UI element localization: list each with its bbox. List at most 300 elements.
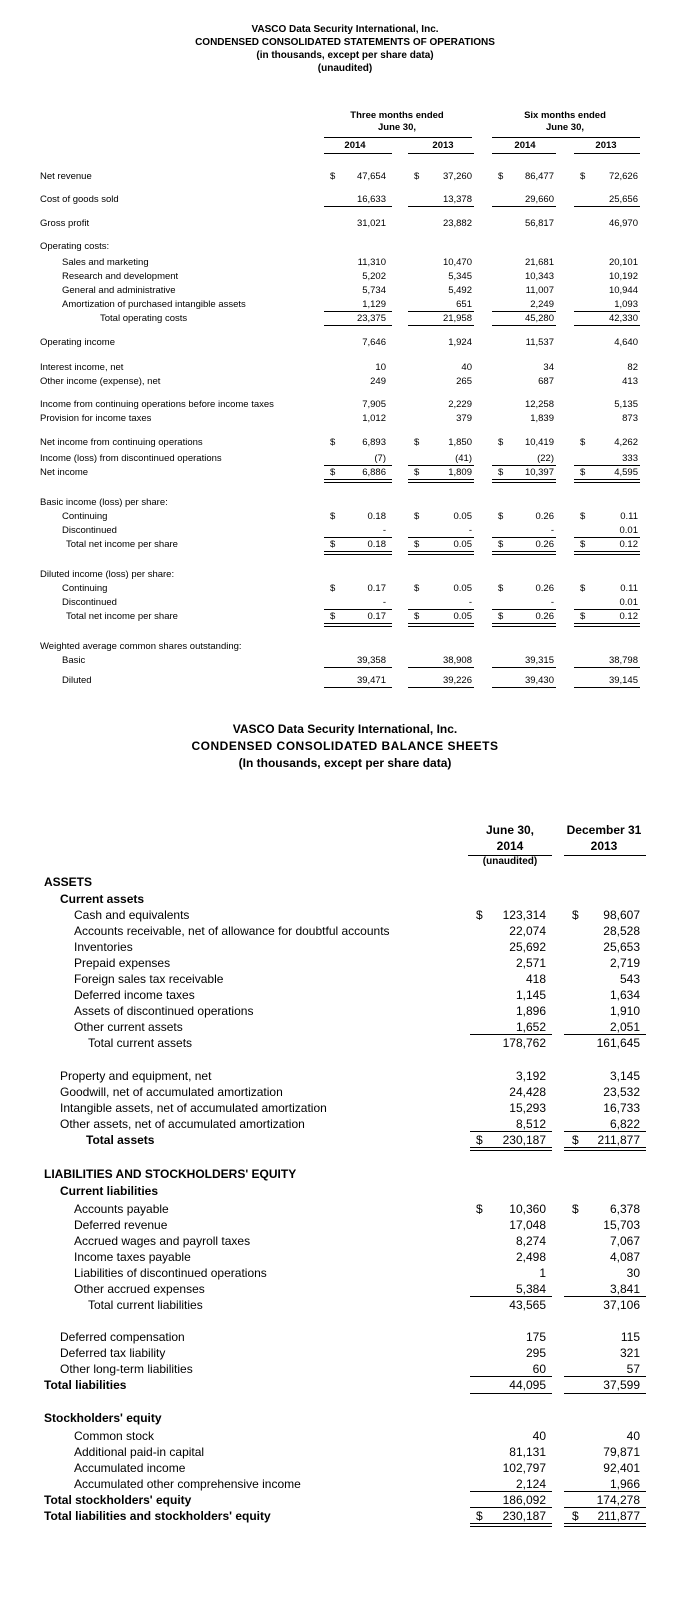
- bs-row-intangible-assets-net-of-accumulated-amortization: [0, 1100, 690, 1116]
- ops-cell-value: 4,262: [614, 437, 638, 448]
- bs-total-rule: [564, 1034, 646, 1035]
- bs-row-label: Inventories: [74, 940, 133, 954]
- bs-row-label: Deferred income taxes: [74, 988, 195, 1002]
- ops-year-rule: [492, 153, 556, 154]
- ops-row-net-income: [0, 466, 690, 479]
- ops-cell-value: 46,970: [608, 218, 638, 229]
- ops-total-rule: [324, 206, 392, 207]
- ops-row-research-and-development: [0, 270, 690, 283]
- bs-cell-value: 2,498: [515, 1250, 546, 1264]
- bs-row-total-current-liabilities: [0, 1297, 690, 1313]
- bs-row-label: Total current liabilities: [88, 1298, 203, 1312]
- ops-cell-value: 249: [370, 376, 386, 387]
- ops-row-label: Total net income per share: [66, 539, 178, 550]
- ops-cell-value: 39,430: [524, 675, 554, 686]
- ops-cell-value: 20,101: [608, 257, 638, 268]
- bs-cell-value: 4,087: [609, 1250, 640, 1264]
- ops-total-rule: [492, 206, 556, 207]
- ops-row-label: Discontinued: [62, 525, 117, 536]
- ops-year-header: 2013: [595, 140, 617, 151]
- bs-cell-value: 211,877: [597, 1509, 640, 1523]
- ops-cell-value: 0.01: [619, 597, 638, 608]
- bs-total-rule: [470, 1526, 552, 1527]
- bs-currency-symbol: $: [572, 908, 579, 922]
- bs-cell-value: 321: [619, 1346, 640, 1360]
- bs-cell-value: 1,910: [609, 1004, 640, 1018]
- ops-total-rule: [492, 667, 556, 668]
- ops-cell-value: 5,734: [362, 285, 386, 296]
- ops-total-rule: [574, 537, 640, 538]
- bs-cell-value: 40: [626, 1429, 640, 1443]
- ops-total-rule: [408, 609, 474, 610]
- ops-cell-value: 0.12: [619, 539, 638, 550]
- bs-row-label: Income taxes payable: [74, 1250, 191, 1264]
- ops-total-rule: [408, 465, 474, 466]
- bs-cell-value: 81,131: [509, 1445, 546, 1459]
- ops-cell-value: 45,280: [524, 313, 554, 324]
- ops-cell-value: 0.26: [535, 583, 554, 594]
- ops-currency-symbol: $: [498, 611, 504, 622]
- ops-total-rule: [574, 551, 640, 552]
- ops-total-rule: [324, 325, 392, 326]
- ops-row-operating-income: [0, 336, 690, 349]
- bs-total-rule: [564, 1393, 646, 1394]
- bs-row-label: Current liabilities: [60, 1184, 159, 1198]
- ops-cell-value: 56,817: [524, 218, 554, 229]
- bs-cell-value: 211,877: [597, 1133, 640, 1147]
- ops-cell-value: -: [382, 597, 386, 608]
- bs-row-foreign-sales-tax-receivable: [0, 971, 690, 987]
- ops-row-discontinued: [0, 596, 690, 609]
- ops-row-income-loss-from-discontinued-operations: [0, 452, 690, 465]
- ops-cell-value: 0.05: [453, 539, 472, 550]
- bs-row-label: Current assets: [60, 892, 145, 906]
- ops-cell-value: 39,145: [608, 675, 638, 686]
- bs-row-property-and-equipment-net: [0, 1068, 690, 1084]
- ops-row-weighted-average-common-shares-outstanding: [0, 640, 690, 653]
- ops-currency-symbol: $: [580, 539, 586, 550]
- ops-cell-value: 31,021: [356, 218, 386, 229]
- bs-cell-value: 7,067: [609, 1234, 640, 1248]
- bs-cell-value: 60: [532, 1362, 546, 1376]
- ops-total-rule: [492, 311, 556, 312]
- ops-cell-value: 1,129: [362, 299, 386, 310]
- bs-total-rule: [564, 1147, 646, 1148]
- ops-cell-value: 40: [461, 362, 472, 373]
- bs-cell-value: 186,092: [502, 1493, 546, 1507]
- ops-currency-symbol: $: [414, 171, 420, 182]
- bs-row-label: Common stock: [74, 1429, 155, 1443]
- ops-total-rule: [574, 623, 640, 624]
- ops-total-rule: [324, 609, 392, 610]
- ops-row-label: Continuing: [62, 583, 108, 594]
- bs-row-label: Accumulated other comprehensive income: [74, 1477, 301, 1491]
- bs-cell-value: 161,645: [596, 1036, 640, 1050]
- ops-total-rule: [492, 465, 556, 466]
- ops-cell-value: 0.05: [453, 583, 472, 594]
- ops-row-label: Diluted: [62, 675, 92, 686]
- bs-total-rule: [564, 1376, 646, 1377]
- ops-row-label: Amortization of purchased intangible assets: [62, 299, 246, 310]
- bs-total-rule: [564, 1491, 646, 1492]
- ops-cell-value: 39,358: [356, 655, 386, 666]
- ops-row-label: Basic income (loss) per share:: [40, 497, 168, 508]
- bs-total-rule: [564, 1526, 646, 1527]
- bs-total-rule: [470, 1376, 552, 1377]
- ops-cell-value: 23,882: [442, 218, 472, 229]
- bs-row-total-liabilities-and-stockholders-equity: [0, 1508, 690, 1524]
- ops-total-rule: [408, 687, 474, 688]
- ops-cell-value: 6,893: [362, 437, 386, 448]
- bs-row-stockholders-equity: [0, 1410, 690, 1426]
- bs-currency-symbol: $: [476, 908, 483, 922]
- bs-total-rule: [470, 1491, 552, 1492]
- ops-total-rule: [324, 465, 392, 466]
- ops-total-rule: [324, 479, 392, 480]
- ops-total-rule: [324, 623, 392, 624]
- bs-cell-value: 37,599: [603, 1378, 640, 1392]
- ops-total-rule: [574, 687, 640, 688]
- ops-cell-value: -: [550, 597, 554, 608]
- ops-row-gross-profit: [0, 217, 690, 230]
- ops-row-label: Gross profit: [40, 218, 90, 229]
- bs-row-total-liabilities: [0, 1377, 690, 1393]
- ops-cell-value: 10,470: [442, 257, 472, 268]
- ops-cell-value: 0.26: [535, 539, 554, 550]
- bs-cell-value: 24,428: [509, 1085, 546, 1099]
- bs-row-total-assets: [0, 1132, 690, 1148]
- bs-row-label: Additional paid-in capital: [74, 1445, 205, 1459]
- bs-cell-value: 25,692: [509, 940, 546, 954]
- bs-cell-value: 3,841: [609, 1282, 640, 1296]
- ops-currency-symbol: $: [498, 539, 504, 550]
- bs-row-accumulated-income: [0, 1460, 690, 1476]
- ops-total-rule: [324, 311, 392, 312]
- ops-year-header: 2013: [432, 140, 454, 151]
- ops-row-label: Operating costs:: [40, 241, 110, 252]
- ops-currency-symbol: $: [580, 467, 586, 478]
- ops-cell-value: 25,656: [608, 194, 638, 205]
- ops-note: (unaudited): [317, 63, 373, 74]
- ops-total-rule: [324, 551, 392, 552]
- bs-cell-value: 23,532: [603, 1085, 640, 1099]
- bs-row-other-assets-net-of-accumulated-amortization: [0, 1116, 690, 1132]
- bs-col-june-header: June 30, 2014: [485, 823, 535, 853]
- ops-currency-symbol: $: [330, 611, 336, 622]
- bs-total-rule: [564, 1131, 646, 1132]
- ops-cell-value: 0.17: [367, 583, 386, 594]
- ops-row-diluted-income-loss-per-share: [0, 568, 690, 581]
- bs-row-assets-of-discontinued-operations: [0, 1003, 690, 1019]
- ops-total-rule: [492, 687, 556, 688]
- ops-cell-value: 265: [456, 376, 472, 387]
- ops-total-rule: [408, 554, 474, 555]
- ops-cell-value: 7,646: [362, 337, 386, 348]
- ops-cell-value: 2,229: [448, 399, 472, 410]
- ops-currency-symbol: $: [498, 467, 504, 478]
- bs-cell-value: 2,051: [609, 1020, 640, 1034]
- bs-row-accounts-payable: [0, 1201, 690, 1217]
- bs-cell-value: 3,145: [609, 1069, 640, 1083]
- ops-row-label: Total net income per share: [66, 611, 178, 622]
- bs-cell-value: 16,733: [603, 1101, 640, 1115]
- ops-cell-value: 6,886: [362, 467, 386, 478]
- bs-row-label: ASSETS: [44, 875, 93, 889]
- ops-currency-symbol: $: [414, 539, 420, 550]
- bs-row-income-taxes-payable: [0, 1249, 690, 1265]
- ops-row-other-income-expense-net: [0, 375, 690, 388]
- ops-total-rule: [492, 537, 556, 538]
- ops-row-label: Total operating costs: [100, 313, 188, 324]
- ops-cell-value: 4,595: [614, 467, 638, 478]
- ops-currency-symbol: $: [330, 539, 336, 550]
- ops-cell-value: 10,944: [608, 285, 638, 296]
- bs-row-inventories: [0, 939, 690, 955]
- ops-year-header: 2014: [344, 140, 366, 151]
- bs-row-other-accrued-expenses: [0, 1281, 690, 1297]
- ops-total-rule: [492, 551, 556, 552]
- ops-cell-value: 0.05: [453, 611, 472, 622]
- ops-cell-value: 1,012: [362, 413, 386, 424]
- ops-subtitle: (in thousands, except per share data): [256, 50, 434, 61]
- bs-cell-value: 1,652: [515, 1020, 546, 1034]
- ops-row-net-income-from-continuing-operations: [0, 436, 690, 449]
- ops-row-discontinued: [0, 524, 690, 537]
- ops-currency-symbol: $: [580, 611, 586, 622]
- bs-cell-value: 2,124: [515, 1477, 546, 1491]
- bs-row-label: Liabilities of discontinued operations: [74, 1266, 267, 1280]
- bs-row-label: Cash and equivalents: [74, 908, 190, 922]
- bs-cell-value: 30: [626, 1266, 640, 1280]
- ops-total-rule: [408, 551, 474, 552]
- ops-title: CONDENSED CONSOLIDATED STATEMENTS OF OPERATIONS: [195, 37, 495, 48]
- bs-row-label: Goodwill, net of accumulated amortization: [60, 1085, 283, 1099]
- ops-cell-value: 873: [622, 413, 638, 424]
- ops-row-label: Income (loss) from discontinued operations: [40, 453, 222, 464]
- bs-cell-value: 6,822: [609, 1117, 640, 1131]
- bs-row-label: Total assets: [86, 1133, 155, 1147]
- bs-total-rule: [564, 1507, 646, 1508]
- ops-row-label: Interest income, net: [40, 362, 124, 373]
- ops-total-rule: [408, 206, 474, 207]
- ops-year-rule: [408, 153, 474, 154]
- ops-row-operating-costs: [0, 240, 690, 253]
- ops-cell-value: 5,202: [362, 271, 386, 282]
- bs-cell-value: 6,378: [609, 1202, 640, 1216]
- ops-cell-value: 413: [622, 376, 638, 387]
- ops-cell-value: 38,908: [442, 655, 472, 666]
- bs-total-rule: [470, 1131, 552, 1132]
- bs-total-rule: [470, 1147, 552, 1148]
- ops-cell-value: 39,315: [524, 655, 554, 666]
- bs-cell-value: 230,187: [502, 1509, 546, 1523]
- ops-year-rule: [324, 153, 392, 154]
- ops-row-total-operating-costs: [0, 312, 690, 325]
- ops-currency-symbol: $: [330, 171, 336, 182]
- bs-cell-value: 8,274: [515, 1234, 546, 1248]
- bs-header-rule: [564, 855, 646, 856]
- ops-total-rule: [408, 325, 474, 326]
- ops-cell-value: 7,905: [362, 399, 386, 410]
- ops-total-rule: [574, 479, 640, 480]
- ops-row-sales-and-marketing: [0, 256, 690, 269]
- ops-total-rule: [324, 554, 392, 555]
- bs-cell-value: 10,360: [509, 1202, 546, 1216]
- ops-row-label: Income from continuing operations before income taxes: [40, 399, 274, 410]
- ops-cell-value: 5,135: [614, 399, 638, 410]
- ops-currency-symbol: $: [580, 583, 586, 594]
- bs-cell-value: 79,871: [603, 1445, 640, 1459]
- bs-currency-symbol: $: [476, 1509, 483, 1523]
- ops-cell-value: 11,537: [525, 337, 554, 348]
- bs-total-rule: [470, 1296, 552, 1297]
- ops-total-rule: [324, 537, 392, 538]
- ops-cell-value: 37,260: [442, 171, 472, 182]
- ops-total-rule: [408, 482, 474, 483]
- ops-total-rule: [324, 667, 392, 668]
- ops-row-provision-for-income-taxes: [0, 412, 690, 425]
- bs-cell-value: 98,607: [603, 908, 640, 922]
- ops-row-label: Continuing: [62, 511, 108, 522]
- bs-row-prepaid-expenses: [0, 955, 690, 971]
- ops-period-header-three-months: Three months ended June 30,: [350, 110, 444, 133]
- ops-cell-value: 39,471: [356, 675, 386, 686]
- ops-total-rule: [574, 482, 640, 483]
- ops-cell-value: 16,633: [356, 194, 386, 205]
- bs-col-june-note: (unaudited): [482, 856, 538, 867]
- ops-currency-symbol: $: [414, 511, 420, 522]
- ops-cell-value: 34: [543, 362, 554, 373]
- bs-row-label: Property and equipment, net: [60, 1069, 212, 1083]
- ops-company-name: VASCO Data Security International, Inc.: [251, 24, 439, 35]
- ops-row-label: General and administrative: [62, 285, 176, 296]
- bs-title: CONDENSED CONSOLIDATED BALANCE SHEETS: [191, 739, 499, 753]
- ops-cell-value: 4,640: [614, 337, 638, 348]
- ops-cell-value: 5,345: [448, 271, 472, 282]
- ops-header-rule: [324, 137, 472, 138]
- ops-row-label: Diluted income (loss) per share:: [40, 569, 175, 580]
- ops-row-label: Cost of goods sold: [40, 194, 119, 205]
- bs-row-label: Other assets, net of accumulated amortization: [60, 1117, 305, 1131]
- bs-row-label: Deferred compensation: [60, 1330, 185, 1344]
- ops-cell-value: 39,226: [442, 675, 472, 686]
- bs-row-label: Other long-term liabilities: [60, 1362, 193, 1376]
- bs-row-liabilities-and-stockholders-equity: [0, 1166, 690, 1182]
- bs-row-additional-paid-in-capital: [0, 1444, 690, 1460]
- ops-total-rule: [574, 609, 640, 610]
- ops-cell-value: 23,375: [356, 313, 386, 324]
- ops-total-rule: [492, 623, 556, 624]
- ops-cell-value: 1,839: [530, 413, 554, 424]
- ops-row-general-and-administrative: [0, 284, 690, 297]
- bs-cell-value: 5,384: [515, 1282, 546, 1296]
- bs-cell-value: 418: [525, 972, 546, 986]
- bs-cell-value: 15,703: [603, 1218, 640, 1232]
- bs-currency-symbol: $: [572, 1133, 579, 1147]
- bs-total-rule: [564, 1150, 646, 1151]
- ops-currency-symbol: $: [580, 511, 586, 522]
- ops-cell-value: 47,654: [356, 171, 386, 182]
- bs-row-accumulated-other-comprehensive-income: [0, 1476, 690, 1492]
- ops-period-header-six-months: Six months ended June 30,: [524, 110, 606, 133]
- ops-row-cost-of-goods-sold: [0, 193, 690, 206]
- bs-cell-value: 2,571: [515, 956, 546, 970]
- ops-row-total-net-income-per-share: [0, 610, 690, 623]
- ops-cell-value: 5,492: [448, 285, 472, 296]
- bs-row-label: Accrued wages and payroll taxes: [74, 1234, 251, 1248]
- bs-row-common-stock: [0, 1428, 690, 1444]
- bs-row-total-stockholders-equity: [0, 1492, 690, 1508]
- ops-row-net-revenue: [0, 170, 690, 183]
- ops-row-total-net-income-per-share: [0, 538, 690, 551]
- bs-row-current-liabilities: [0, 1183, 690, 1199]
- bs-row-deferred-income-taxes: [0, 987, 690, 1003]
- ops-row-label: Net income from continuing operations: [40, 437, 203, 448]
- ops-row-label: Net income: [40, 467, 89, 478]
- bs-row-label: Accounts receivable, net of allowance for doubtful accounts: [74, 924, 390, 938]
- ops-currency-symbol: $: [498, 511, 504, 522]
- bs-cell-value: 230,187: [502, 1133, 546, 1147]
- bs-row-label: Total current assets: [88, 1036, 193, 1050]
- bs-cell-value: 2,719: [609, 956, 640, 970]
- bs-cell-value: 1,145: [515, 988, 546, 1002]
- ops-cell-value: 0.18: [367, 539, 386, 550]
- ops-row-label: Operating income: [40, 337, 115, 348]
- bs-row-label: Total liabilities and stockholders' equity: [44, 1509, 271, 1523]
- bs-cell-value: 44,095: [509, 1378, 546, 1392]
- ops-cell-value: 0.17: [367, 611, 386, 622]
- ops-cell-value: 86,477: [524, 171, 554, 182]
- bs-company-name: VASCO Data Security International, Inc.: [232, 722, 458, 736]
- ops-currency-symbol: $: [498, 583, 504, 594]
- ops-total-rule: [492, 479, 556, 480]
- ops-total-rule: [574, 465, 640, 466]
- bs-cell-value: 1,634: [609, 988, 640, 1002]
- ops-total-rule: [408, 623, 474, 624]
- ops-currency-symbol: $: [580, 437, 586, 448]
- ops-row-continuing: [0, 510, 690, 523]
- ops-cell-value: 1,924: [448, 337, 472, 348]
- bs-subtitle: (In thousands, except per share data): [238, 756, 452, 770]
- ops-cell-value: -: [550, 525, 554, 536]
- ops-cell-value: 0.26: [535, 511, 554, 522]
- ops-row-label: Basic: [62, 655, 86, 666]
- ops-row-interest-income-net: [0, 361, 690, 374]
- ops-total-rule: [408, 537, 474, 538]
- ops-total-rule: [492, 325, 556, 326]
- ops-currency-symbol: $: [414, 583, 420, 594]
- ops-cell-value: 0.11: [620, 511, 638, 522]
- ops-row-amortization-of-purchased-intangible-assets: [0, 298, 690, 311]
- bs-row-label: Intangible assets, net of accumulated amortization: [60, 1101, 327, 1115]
- bs-currency-symbol: $: [572, 1202, 579, 1216]
- bs-row-deferred-compensation: [0, 1329, 690, 1345]
- bs-cell-value: 115: [620, 1330, 640, 1344]
- bs-total-rule: [470, 1034, 552, 1035]
- bs-row-label: Assets of discontinued operations: [74, 1004, 254, 1018]
- ops-row-income-from-continuing-operations-before-income-taxes: [0, 398, 690, 411]
- bs-currency-symbol: $: [572, 1509, 579, 1523]
- bs-row-other-current-assets: [0, 1019, 690, 1035]
- ops-cell-value: -: [468, 597, 472, 608]
- bs-cell-value: 1: [539, 1266, 546, 1280]
- ops-row-label: Net revenue: [40, 171, 92, 182]
- bs-row-accrued-wages-and-payroll-taxes: [0, 1233, 690, 1249]
- ops-total-rule: [408, 667, 474, 668]
- ops-total-rule: [492, 554, 556, 555]
- bs-row-label: Total stockholders' equity: [44, 1493, 192, 1507]
- bs-row-current-assets: [0, 891, 690, 907]
